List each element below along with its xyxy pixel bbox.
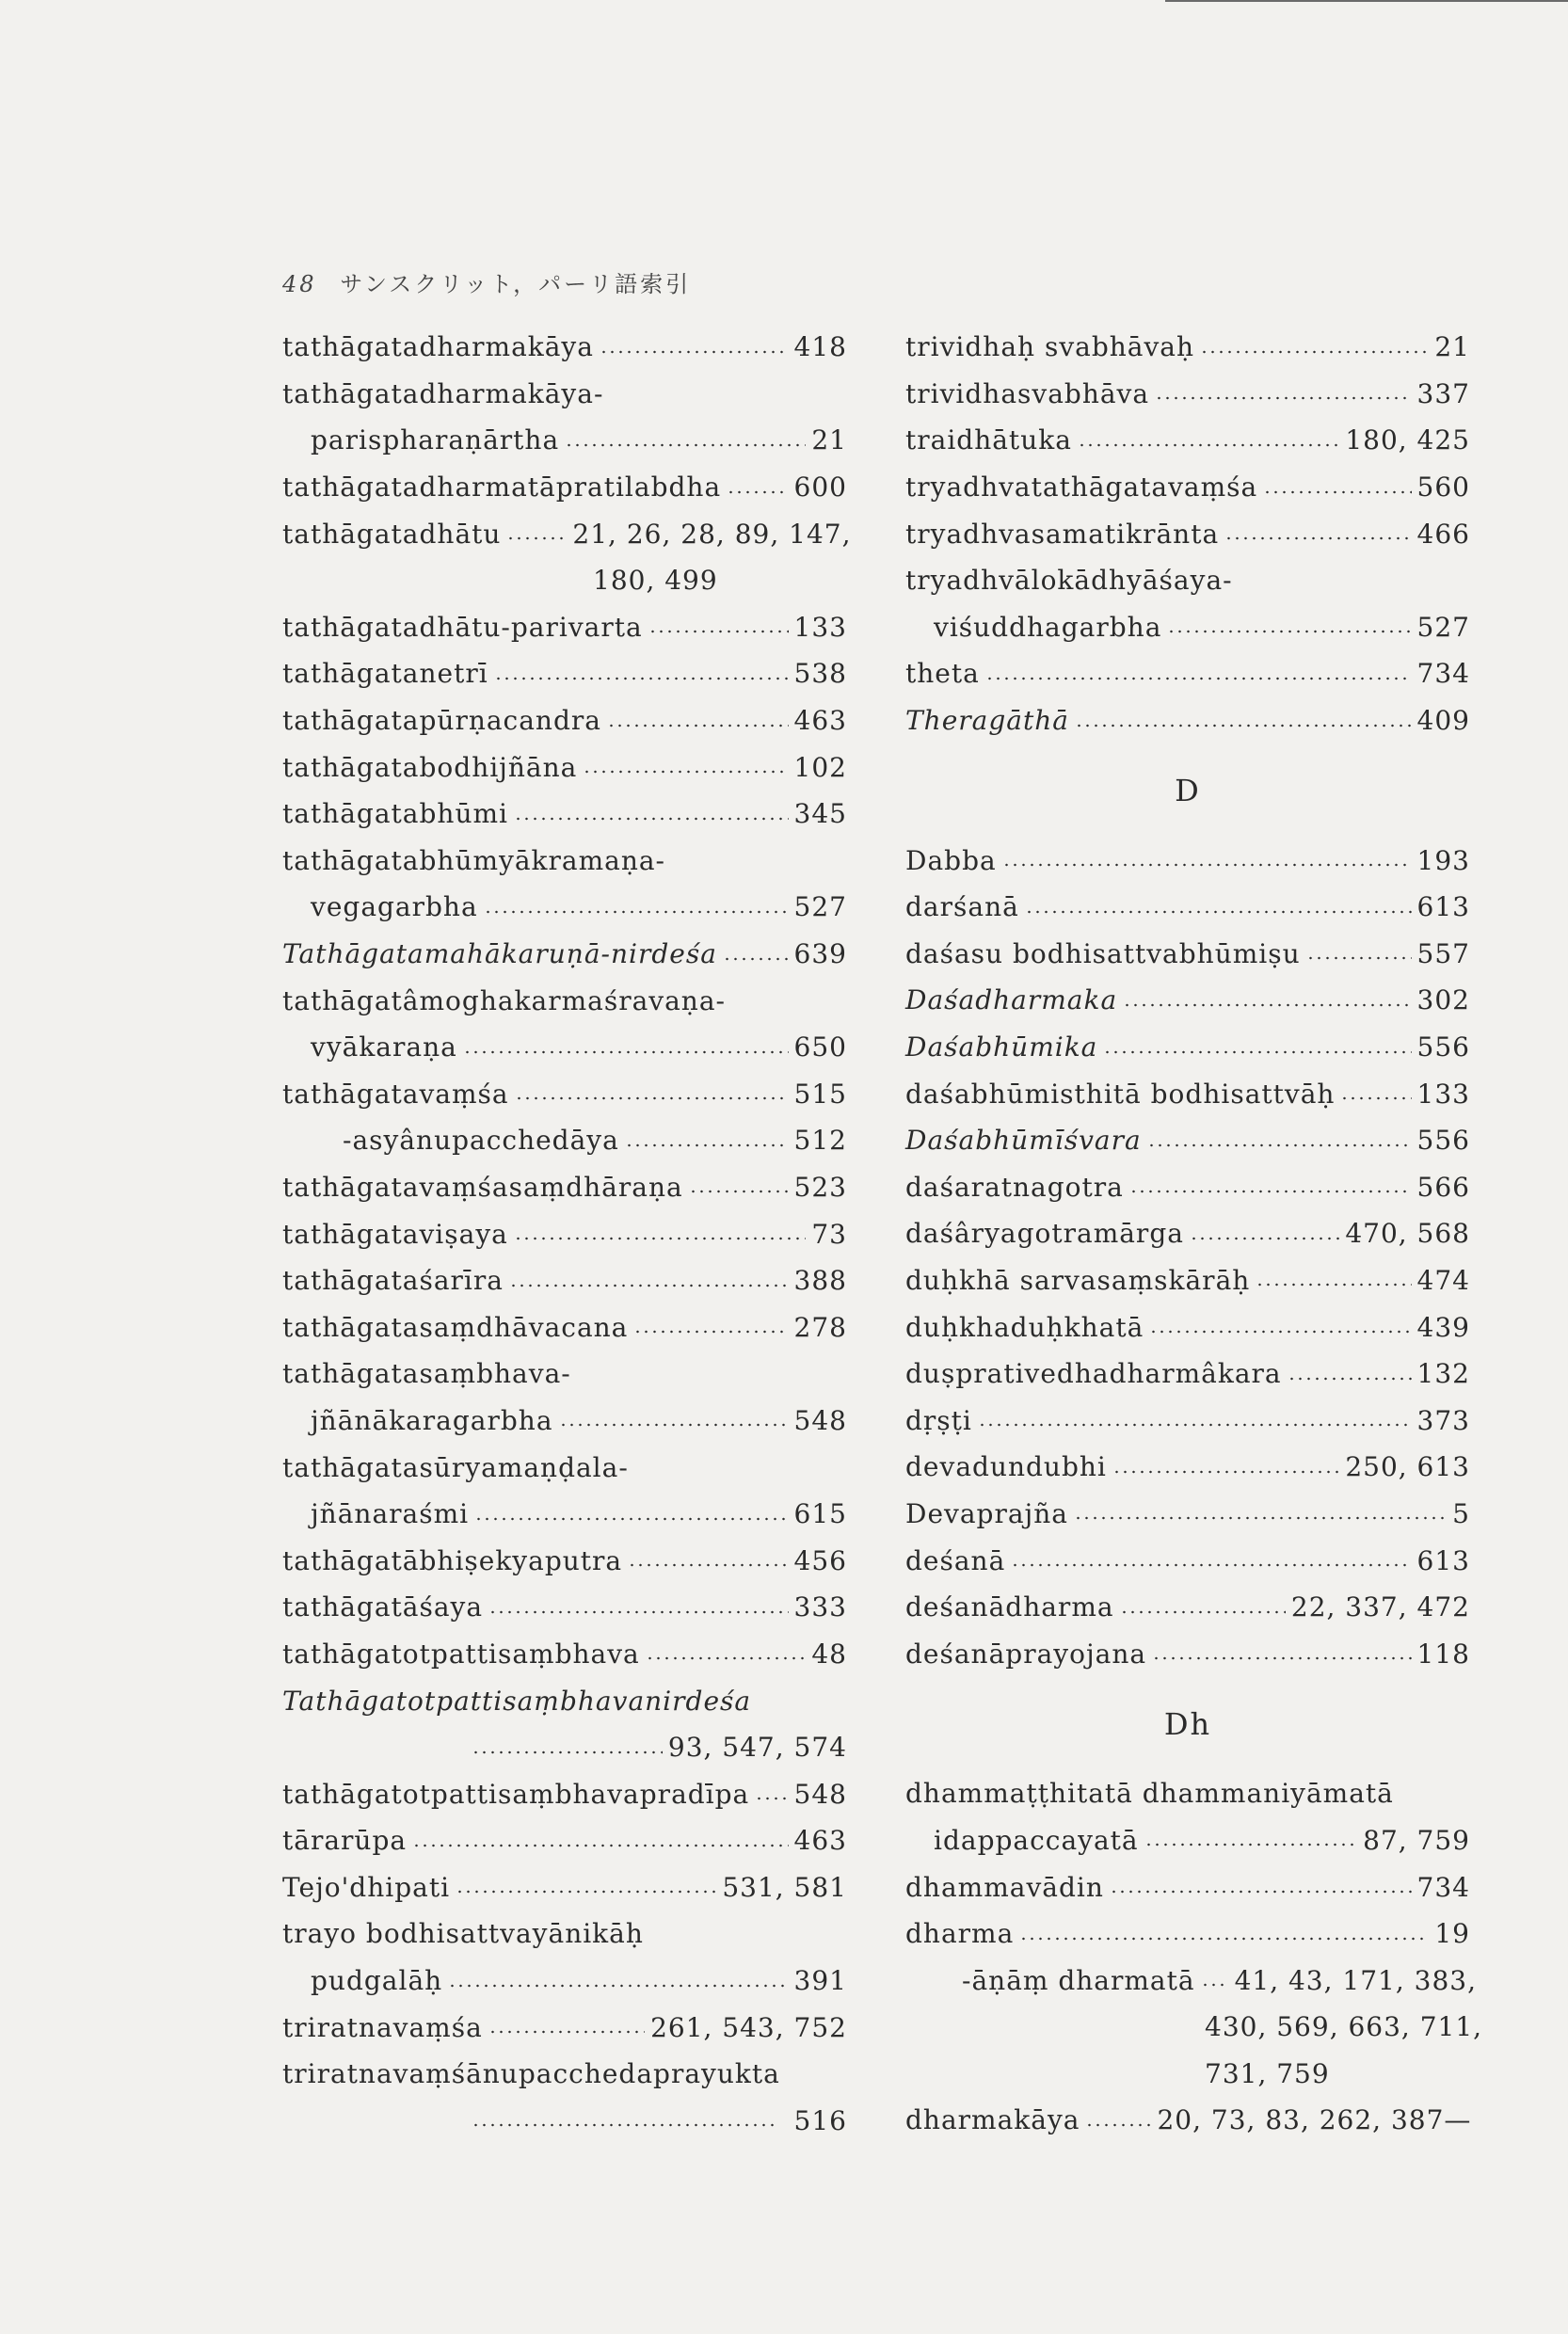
- index-entry: tryadhvālokādhyāśaya-: [905, 565, 1233, 597]
- index-entry: tryadhvasamatikrānta 466: [905, 518, 1470, 550]
- index-entry: vegagarbha 527: [311, 891, 847, 923]
- index-entry: Dabba 193: [905, 844, 1470, 876]
- page-number: 48: [282, 271, 317, 297]
- index-entry: parispharaṇārtha 21: [311, 424, 847, 456]
- index-entry: devadundubhi 250, 613: [905, 1451, 1470, 1483]
- index-entry: dharma 19: [905, 1918, 1470, 1950]
- index-entry: jñānaraśmi 615: [311, 1498, 847, 1530]
- index-entry: viśuddhagarbha 527: [934, 611, 1470, 643]
- index-entry: tathāgatābhiṣekyaputra 456: [282, 1544, 847, 1576]
- index-entry: deśanā 613: [905, 1544, 1470, 1576]
- index-entry: Tathāgatamahākaruṇā-nirdeśa 639: [282, 938, 847, 970]
- index-entry: idappaccayatā 87, 759: [934, 1824, 1470, 1856]
- section-heading-d: D: [1175, 772, 1201, 808]
- index-entry: tathāgatāśaya 333: [282, 1591, 847, 1623]
- index-entry: tathāgatabhūmi 345: [282, 798, 847, 830]
- index-entry: triratnavaṃśa 261, 543, 752: [282, 2011, 847, 2043]
- index-entry: trayo bodhisattvayānikāḥ: [282, 1918, 644, 1950]
- index-entry: tathāgatadharmakāya 418: [282, 331, 847, 363]
- index-entry: Tathāgatotpattisaṃbhavanirdeśa: [282, 1685, 752, 1717]
- index-entry: tathāgatanetrī 538: [282, 658, 847, 690]
- index-entry: jñānākaragarbha 548: [311, 1404, 847, 1436]
- index-entry: duḥkhaduḥkhatā 439: [905, 1311, 1470, 1343]
- index-entry: tathāgatadhātu 21, 26, 28, 89, 147,: [282, 518, 852, 550]
- section-heading-dh: Dh: [1163, 1705, 1212, 1742]
- index-entry: tathāgatasaṃdhāvacana 278: [282, 1311, 847, 1343]
- index-entry: Tejo'dhipati 531, 581: [282, 1871, 847, 1903]
- index-entry: tathāgataśarīra 388: [282, 1265, 847, 1297]
- index-entry: dharmakāya 20, 73, 83, 262, 387—: [905, 2104, 1472, 2136]
- index-entry-continuation: 516: [282, 2098, 847, 2145]
- index-entry: tathāgatavaṃśa 515: [282, 1078, 847, 1110]
- index-entry: darśanā 613: [905, 891, 1470, 923]
- index-entry: dhammaṭṭhitatā dhammaniyāmatā: [905, 1778, 1394, 1810]
- index-entry: dṛṣṭi 373: [905, 1404, 1470, 1436]
- index-entry: tathāgatâmoghakarmaśravaṇa-: [282, 984, 726, 1016]
- index-entry: deśanāprayojana 118: [905, 1638, 1470, 1670]
- index-entry: trividhaḥ svabhāvaḥ 21: [905, 331, 1470, 363]
- index-entry: tathāgatasaṃbhava-: [282, 1358, 571, 1390]
- index-entry: pudgalāḥ 391: [311, 1965, 847, 1997]
- index-entry: tathāgatabodhijñāna 102: [282, 751, 847, 783]
- index-entry: tathāgatadharmakāya-: [282, 377, 604, 409]
- index-entry-continuation: 180, 499: [593, 565, 718, 597]
- index-entry: Daśabhūmīśvara 556: [905, 1125, 1470, 1157]
- index-entry: triratnavaṃśānupacchedaprayukta: [282, 2058, 780, 2090]
- index-entry: trividhasvabhāva 337: [905, 377, 1470, 409]
- index-entry: tathāgataviṣaya 73: [282, 1218, 847, 1250]
- index-entry: tryadhvatathāgatavaṃśa 560: [905, 472, 1470, 504]
- page-title: サンスクリット，パーリ語索引: [340, 271, 692, 297]
- index-entry: daśabhūmisthitā bodhisattvāḥ 133: [905, 1078, 1470, 1110]
- index-entry: daśasu bodhisattvabhūmiṣu 557: [905, 937, 1470, 969]
- index-entry: tathāgatotpattisaṃbhava 48: [282, 1638, 847, 1670]
- index-entry: duṣprativedhadharmâkara 132: [905, 1358, 1470, 1390]
- index-entry: tārarūpa 463: [282, 1825, 847, 1857]
- index-entry: dhammavādin 734: [905, 1871, 1470, 1903]
- index-entry: tathāgatadharmatāpratilabdha 600: [282, 472, 847, 504]
- index-entry: Daśadharmaka 302: [905, 984, 1470, 1016]
- index-entry: deśanādharma 22, 337, 472: [905, 1591, 1470, 1623]
- index-entry: theta 734: [905, 658, 1470, 690]
- index-entry: -āṇāṃ dharmatā 41, 43, 171, 383,: [962, 1964, 1478, 1996]
- index-entry: tathāgatasūryamaṇḍala-: [282, 1451, 629, 1483]
- index-column-right: [905, 324, 1483, 2144]
- top-border-line: [1165, 0, 1568, 2]
- index-entry: Devaprajña 5: [905, 1497, 1470, 1529]
- index-entry-continuation: 93, 547, 574: [282, 1724, 847, 1771]
- index-entry: tathāgatavaṃśasaṃdhāraṇa 523: [282, 1171, 847, 1203]
- index-column-left: [282, 324, 852, 2144]
- index-entry: tathāgatadhātu-parivarta 133: [282, 611, 847, 643]
- index-entry: Daśabhūmika 556: [905, 1031, 1470, 1063]
- index-entry: tathāgatabhūmyākramaṇa-: [282, 844, 666, 876]
- index-entry: tathāgatapūrṇacandra 463: [282, 705, 847, 737]
- index-entry: daśâryagotramārga 470, 568: [905, 1218, 1470, 1250]
- index-entry: vyākaraṇa 650: [311, 1031, 847, 1063]
- index-entry: tathāgatotpattisaṃbhavapradīpa 548: [282, 1778, 847, 1810]
- page-header: [282, 265, 691, 298]
- index-entry: -asyânupacchedāya 512: [343, 1125, 847, 1157]
- index-entry: traidhātuka 180, 425: [905, 424, 1470, 456]
- index-entry: Theragāthā 409: [905, 705, 1470, 737]
- index-entry: duḥkhā sarvasaṃskārāḥ 474: [905, 1264, 1470, 1296]
- index-entry-continuation: 731, 759: [1205, 2057, 1330, 2089]
- index-entry: daśaratnagotra 566: [905, 1171, 1470, 1203]
- index-entry-continuation: 430, 569, 663, 711,: [1205, 2011, 1483, 2043]
